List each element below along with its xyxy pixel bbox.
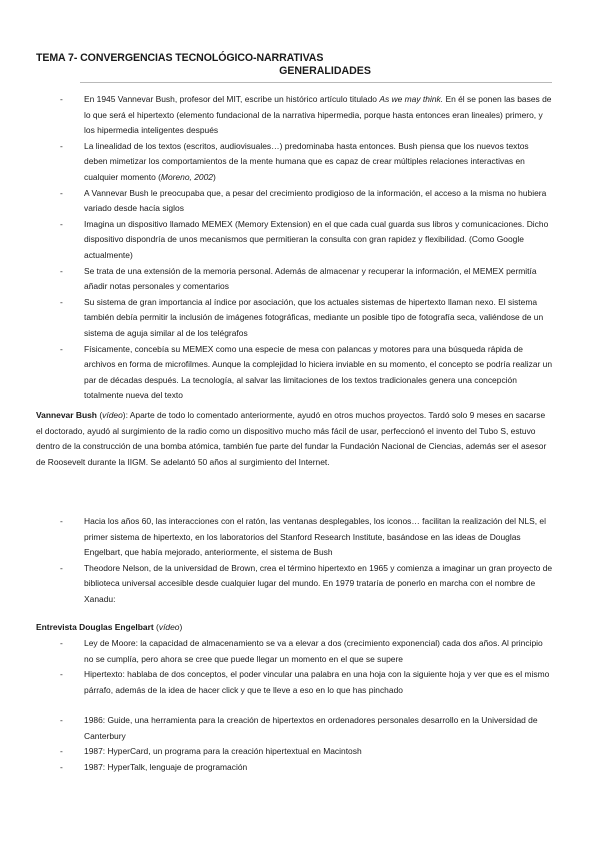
header-divider xyxy=(80,82,552,83)
dash-bullet: - xyxy=(60,94,63,104)
dash-bullet: - xyxy=(60,516,63,526)
dash-bullet: - xyxy=(60,638,63,648)
bullet-list-bush xyxy=(60,92,554,404)
list-item: - 1987: HyperCard, un programa para la creación hipertextual en Macintosh xyxy=(60,744,554,760)
bullet-list-timeline xyxy=(60,713,554,775)
citation: Moreno, 2002 xyxy=(160,171,213,182)
list-item: - Su sistema de gran importancia al índice por asociación, que los actuales sistemas de hipertexto llaman nexo. El sistema también debía permitir la inclusión de imágenes fotográficas, mediante un posible tipo de fotografía seca, valiéndose de un sistema de aguja similar al de los telégrafos xyxy=(60,296,544,338)
list-item: - 1987: HyperTalk, lenguaje de programación xyxy=(60,760,554,776)
article-title: As we may think. xyxy=(379,94,444,104)
list-item: - En 1945 Vannevar Bush, profesor del MIT, escribe un histórico artículo titulado As we may think. En él se ponen las bases de lo que será el hipertexto (elemento fundacional de la narrativa hipermedia, porque hasta entonces eran lineales) primero, y los hipermedia inteligentes después xyxy=(60,94,552,136)
dash-bullet: - xyxy=(60,140,63,151)
bush-label: Vannevar Bush xyxy=(36,410,97,420)
dash-bullet: - xyxy=(60,715,63,725)
list-item: - 1986: Guide, una herramienta para la creación de hipertextos en ordenadores personales desarrollo en la Universidad de Canterbury xyxy=(60,715,538,741)
list-item: - Se trata de una extensión de la memoria personal. Además de almacenar y recuperar la información, el MEMEX permitía añadir notas personales y comentarios xyxy=(60,265,537,292)
interview-heading: Entrevista Douglas Engelbart (vídeo) xyxy=(36,622,183,632)
dash-bullet: - xyxy=(60,761,63,772)
dash-bullet: - xyxy=(60,343,63,354)
page-subtitle: GENERALIDADES xyxy=(279,65,371,77)
bullet-list-engelbart xyxy=(60,636,554,698)
dash-bullet: - xyxy=(60,218,63,229)
dash-bullet: - xyxy=(60,265,63,276)
list-item: - A Vannevar Bush le preocupaba que, a pesar del crecimiento prodigioso de la información, el acceso a la misma no hubiera variado desde hacía siglos xyxy=(60,187,547,214)
list-item: - Theodore Nelson, de la universidad de Brown, crea el término hipertexto en 1965 y comienza a imaginar un gran proyecto de biblioteca universal accesible desde cualquier lugar del mundo. En 1979 trataría de ponerlo en marcha con el nombre de Xanadu: xyxy=(60,562,553,604)
video-link[interactable]: vídeo xyxy=(102,410,123,420)
page-title: TEMA 7- CONVERGENCIAS TECNOLÓGICO-NARRATIVAS xyxy=(36,52,324,64)
dash-bullet: - xyxy=(60,296,63,307)
list-item: - Físicamente, concebía su MEMEX como una especie de mesa con palancas y motores para una búsqueda rápida de archivos en forma de microfilmes. Aunque la complejidad lo hiciera inviable en su momento, el concepto se podría realizar un par de décadas después. La tecnología, al salvar las limitaciones de los textos tradicionales genera una concepción totalmente nueva del texto xyxy=(60,343,553,401)
video-link[interactable]: vídeo xyxy=(158,622,180,632)
list-item: - Ley de Moore: la capacidad de almacenamiento se va a elevar a dos (crecimiento exponencial) cada dos años. Al principio no se cumplía, pero ahora se cree que puede llegar un momento en el que se supere xyxy=(60,638,543,664)
dash-bullet: - xyxy=(60,669,63,680)
list-item: - Hipertexto: hablaba de dos conceptos, el poder vincular una palabra en una hoja con la siguiente hoja y ver que es el mismo párrafo, además de la idea de hacer click y que te lleve a eso en lo que has pinchado xyxy=(60,669,550,695)
list-item: - Hacia los años 60, las interacciones con el ratón, las ventanas desplegables, los iconos… facilitan la realización del NLS, el primer sistema de hipertexto, en los laboratorios del Stanford Research Institute, basándose en las ideas de Douglas Engelbart, que había mejorado, anteriormente, el sistema de Bush xyxy=(60,516,546,558)
list-item: - Imagina un dispositivo llamado MEMEX (Memory Extension) en el que cada cual guarda sus libros y comunicaciones. Dicho dispositivo dispondría de unos mecanismos que permitieran la consulta con gran rapidez y flexibilidad. (Como Google actualmente) xyxy=(60,218,549,260)
dash-bullet: - xyxy=(60,746,63,757)
bullet-list-nls xyxy=(60,514,554,608)
list-item: - La linealidad de los textos (escritos, audiovisuales…) predominaba hasta entonces. Bush piensa que los nuevos textos deben mimetizar los comportamientos de la mente humana que es capaz de crear múltiples relaciones interactivas en cualquier momento (Moreno, 2002) xyxy=(60,140,529,182)
bush-paragraph: Vannevar Bush (vídeo): Aparte de todo lo comentado anteriormente, ayudó en otros muchos proyectos. Tardó solo 9 meses en sacarse el doctorado, ayudó al surgimiento de la radio como un dispositivo mucho más fácil de usar, perfeccionó el invento del Tubo S, estuvo dentro de la construcción de una bomba atómica, también fue parte del fundar la Fundación Nacional de Ciencias, además ser el asesor de Roosevelt durante la IIGM. Se adelantó 50 años al surgimiento del Internet. xyxy=(36,410,547,467)
dash-bullet: - xyxy=(60,187,63,198)
dash-bullet: - xyxy=(60,562,63,573)
